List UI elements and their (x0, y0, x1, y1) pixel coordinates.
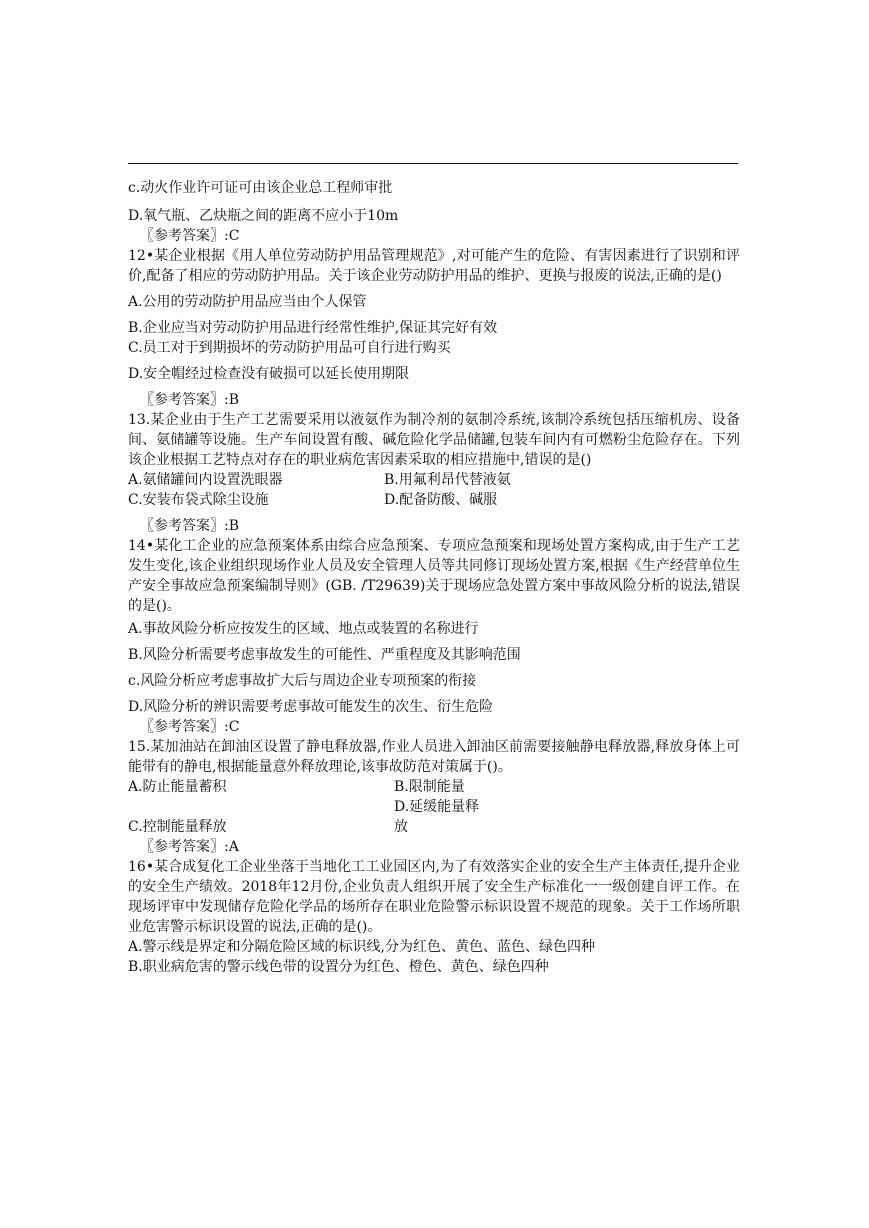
question-12: 12•某企业根据《用人单位劳动防护用品管理规范》,对可能产生的危险、有害因素进行了识别和评价,配备了相应的劳动防护用品。关于该企业劳动防护用品的维护、更换与报废的说法,正确的是() (128, 248, 740, 284)
q13-options-row-1 (128, 470, 740, 490)
q12-option-b: B.企业应当对劳动防护用品进行经常性维护,保证其完好有效 (128, 320, 498, 336)
q16-option-b: B.职业病危害的警示线色带的设置分为红色、橙色、黄色、绿色四种 (128, 959, 549, 975)
q15-options (128, 777, 740, 837)
q14-option-b: B.风险分析需要考虑事故发生的可能性、严重程度及其影响范围 (128, 647, 521, 663)
q11-option-d: D.氧气瓶、乙炔瓶之间的距离不应小于10m (128, 208, 399, 224)
q13-options-row-2 (128, 490, 740, 510)
q15-answer: 〖参考答案〗:A (140, 839, 239, 855)
q16-option-a: A.警示线是界定和分隔危险区域的标识线,分为红色、黄色、蓝色、绿色四种 (128, 939, 596, 955)
q13-option-c: C.安装布袋式除尘设施 (128, 492, 269, 508)
q15-option-d-line1: D.延缓能量释 (394, 799, 480, 815)
q14-option-c: c.风险分析应考虑事故扩大后与周边企业专项预案的衔接 (128, 673, 477, 689)
q15-option-a: A.防止能量蓄积 (128, 779, 227, 795)
q12-option-d: D.安全帽经过检查没有破损可以延长使用期限 (128, 366, 410, 382)
q13-answer: 〖参考答案〗:B (140, 518, 240, 534)
q15-option-c: C.控制能量释放 (128, 819, 227, 835)
question-14: 14•某化工企业的应急预案体系由综合应急预案、专项应急预案和现场处置方案构成,由于生产工艺发生变化,该企业组织现场作业人员及安全管理人员等共同修订现场处置方案,根据《生产经营单位生产安全事故应急预案编制导则》(GB. /T29639)关于现场应急处置方案中事故风险分析的说法,错误的是()。 (128, 538, 740, 614)
q14-answer: 〖参考答案〗:C (140, 719, 240, 735)
q13-option-b: B.用氟利昂代替液氨 (384, 472, 511, 488)
q14-option-a: A.事故风险分析应按发生的区域、地点或装置的名称进行 (128, 621, 479, 637)
q11-answer: 〖参考答案〗:C (140, 228, 240, 244)
header-rule (128, 163, 738, 164)
q12-option-a: A.公用的劳动防护用品应当由个人保管 (128, 294, 367, 310)
question-16: 16•某合成复化工企业坐落于当地化工工业园区内,为了有效落实企业的安全生产主体责任,提升企业的安全生产绩效。2018年12月份,企业负责人组织开展了安全生产标准化一一级创建自评工作。在现场评审中发现储存危险化学品的场所存在职业危险警示标识设置不规范的现象。关于工作场所职业危害警示标识设置的说法,正确的是()。 (128, 859, 740, 935)
q12-answer: 〖参考答案〗:B (140, 392, 240, 408)
q15-option-d-line2: 放 (394, 819, 408, 835)
q15-option-b: B.限制能量 (394, 779, 465, 795)
q12-option-c: C.员工对于到期损坏的劳动防护用品可自行进行购买 (128, 340, 451, 356)
q13-option-d: D.配备防酸、碱服 (384, 492, 498, 508)
q11-option-c: c.动火作业许可证可由该企业总工程师审批 (128, 180, 393, 196)
question-15: 15.某加油站在卸油区设置了静电释放器,作业人员进入卸油区前需要接触静电释放器,释放身体上可能带有的静电,根据能量意外释放理论,该事故防范对策属于()。 (128, 739, 740, 775)
question-13: 13.某企业由于生产工艺需要采用以液氨作为制冷剂的氨制冷系统,该制冷系统包括压缩机房、设备间、氨储罐等设施。生产车间设置有酸、碱危险化学品储罐,包装车间内有可燃粉尘危险存在。下列该企业根据工艺特点对存在的职业病危害因素采取的相应措施中,错误的是() (128, 412, 740, 468)
page-content (128, 178, 740, 977)
q14-option-d: D.风险分析的辨识需要考虑事故可能发生的次生、衍生危险 (128, 699, 494, 715)
q13-option-a: A.氨储罐间内设置洗眼器 (128, 472, 283, 488)
